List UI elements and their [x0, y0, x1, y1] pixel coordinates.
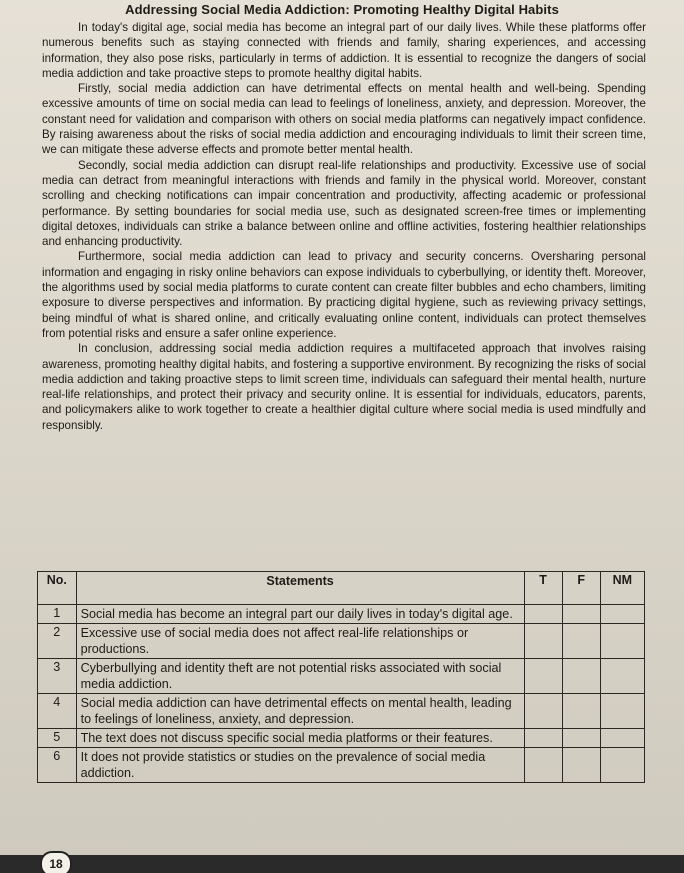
- answer-cell-false[interactable]: [562, 748, 600, 783]
- answer-cell-true[interactable]: [524, 659, 562, 694]
- footer-bar: [0, 855, 684, 873]
- header-statements: Statements: [76, 572, 524, 605]
- row-statement: Social media has become an integral part our daily lives in today's digital age.: [76, 605, 524, 624]
- table-header-row: [38, 572, 645, 605]
- row-statement: Excessive use of social media does not affect real-life relationships or productions.: [76, 624, 524, 659]
- row-number: 5: [38, 729, 77, 748]
- table-row: [38, 605, 645, 624]
- article-body: [42, 20, 646, 433]
- row-statement: The text does not discuss specific social media platforms or their features.: [76, 729, 524, 748]
- paragraph-intro: In today's digital age, social media has become an integral part of our daily lives. While these platforms offer numerous benefits such as staying connected with friends and family, sharing experiences, and accessing information, they also pose risks, particularly in terms of addiction. It is essential to recognize the dangers of social media addiction and take proactive steps to promote healthy digital habits.: [42, 21, 646, 80]
- table-row: [38, 729, 645, 748]
- answer-cell-false[interactable]: [562, 729, 600, 748]
- table-row: [38, 694, 645, 729]
- row-number: 4: [38, 694, 77, 729]
- row-number: 6: [38, 748, 77, 783]
- paragraph-mental-health: Firstly, social media addiction can have detrimental effects on mental health and well-being. Spending excessive amounts of time on social media can lead to feelings of loneliness, anxiety, and depression. Moreover, the constant need for validation and comparison with others on social media platforms can negatively impact confidence. By raising awareness about the risks of social media addiction and encouraging individuals to limit their screen time, we can mitigate these adverse effects and promote better mental health.: [42, 82, 646, 157]
- answer-cell-true[interactable]: [524, 729, 562, 748]
- answer-cell-not-mentioned[interactable]: [600, 729, 644, 748]
- answer-cell-true[interactable]: [524, 694, 562, 729]
- row-number: 1: [38, 605, 77, 624]
- row-statement: Cyberbullying and identity theft are not potential risks associated with social media addiction.: [76, 659, 524, 694]
- header-no: No.: [38, 572, 77, 605]
- answer-cell-true[interactable]: [524, 605, 562, 624]
- header-not-mentioned: NM: [600, 572, 644, 605]
- paragraph-relationships: Secondly, social media addiction can disrupt real-life relationships and productivity. Excessive use of social media can detract from meaningful interactions with friends and family in the physical world. Moreover, constant scrolling and checking notifications can impair concentration and productivity, affecting academic or professional performance. By setting boundaries for social media use, such as designated screen-free times or implementing digital detoxes, individuals can strike a balance between online and offline activities, fostering healthier relationships and enhancing productivity.: [42, 158, 646, 249]
- answer-cell-false[interactable]: [562, 659, 600, 694]
- table-row: [38, 748, 645, 783]
- statements-table: [37, 571, 645, 783]
- answer-cell-not-mentioned[interactable]: [600, 624, 644, 659]
- answer-cell-true[interactable]: [524, 624, 562, 659]
- article-title: Addressing Social Media Addiction: Promoting Healthy Digital Habits: [125, 2, 559, 17]
- answer-cell-not-mentioned[interactable]: [600, 659, 644, 694]
- answer-cell-not-mentioned[interactable]: [600, 694, 644, 729]
- table-row: [38, 659, 645, 694]
- row-statement: It does not provide statistics or studies on the prevalence of social media addiction.: [76, 748, 524, 783]
- answer-cell-false[interactable]: [562, 624, 600, 659]
- table-row: [38, 624, 645, 659]
- paragraph-privacy: Furthermore, social media addiction can lead to privacy and security concerns. Oversharing personal information and engaging in risky online behaviors can expose individuals to cyberbullying, or identity theft. Moreover, the algorithms used by social media platforms to curate content can create filter bubbles and echo chambers, limiting exposure to diverse perspectives and information. By practicing digital hygiene, such as reviewing privacy settings, being mindful of what is shared online, and critically evaluating online content, individuals can protect themselves from potential risks and ensure a safer online experience.: [42, 250, 646, 340]
- answer-cell-true[interactable]: [524, 748, 562, 783]
- row-number: 3: [38, 659, 77, 694]
- row-number: 2: [38, 624, 77, 659]
- header-false: F: [562, 572, 600, 605]
- answer-cell-not-mentioned[interactable]: [600, 748, 644, 783]
- header-true: T: [524, 572, 562, 605]
- page-number: 18: [40, 851, 72, 873]
- answer-cell-false[interactable]: [562, 605, 600, 624]
- paragraph-conclusion: In conclusion, addressing social media addiction requires a multifaceted approach that involves raising awareness, promoting healthy digital habits, and fostering a supportive environment. By recognizing the risks of social media addiction and taking proactive steps to limit screen time, individuals can safeguard their mental health, nurture real-life relationships, and protect their privacy and security online. It is essential for individuals, educators, parents, and policymakers alike to work together to create a healthier digital culture where social media is used mindfully and responsibly.: [42, 342, 646, 432]
- answer-cell-false[interactable]: [562, 694, 600, 729]
- row-statement: Social media addiction can have detrimental effects on mental health, leading to feelings of loneliness, anxiety, and depression.: [76, 694, 524, 729]
- answer-cell-not-mentioned[interactable]: [600, 605, 644, 624]
